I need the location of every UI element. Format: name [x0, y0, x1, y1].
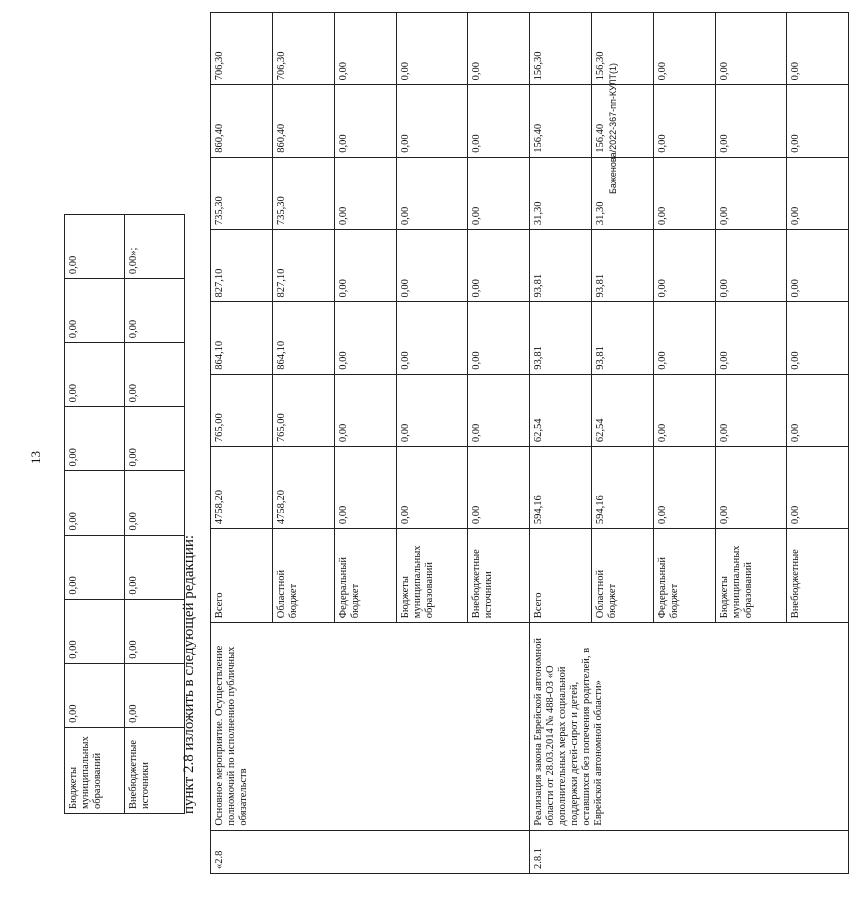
value-cell: 0,00: [335, 302, 397, 374]
value-cell: 0,00: [65, 407, 125, 471]
value-cell: 0,00: [787, 447, 849, 529]
source-cell: Федеральный бюджет: [335, 529, 397, 623]
value-cell: 860,40: [211, 85, 273, 157]
value-cell: 62,54: [592, 374, 654, 446]
value-cell: 0,00: [397, 85, 468, 157]
value-cell: 765,00: [273, 374, 335, 446]
value-cell: 0,00: [335, 85, 397, 157]
value-cell: 62,54: [530, 374, 592, 446]
source-cell: Всего: [530, 529, 592, 623]
value-cell: 0,00: [397, 447, 468, 529]
value-cell: 0,00: [397, 374, 468, 446]
page-number: 13: [28, 451, 43, 464]
value-cell: 0,00: [787, 13, 849, 85]
value-cell: 0,00: [65, 215, 125, 279]
value-cell: 0,00: [335, 374, 397, 446]
value-cell: 4758,20: [211, 447, 273, 529]
value-cell: 864,10: [273, 302, 335, 374]
value-cell: 735,30: [273, 157, 335, 229]
value-cell: 0,00: [654, 302, 716, 374]
value-cell: 0,00: [468, 230, 530, 302]
value-cell: 0,00: [787, 230, 849, 302]
value-cell: 0,00: [716, 447, 787, 529]
table-row: [530, 13, 592, 874]
source-cell: Бюджеты муниципальных образований: [397, 529, 468, 623]
value-cell: 0,00: [397, 302, 468, 374]
item-number-cell: «2.8: [211, 830, 530, 873]
value-cell: 0,00: [654, 157, 716, 229]
value-cell: 156,30: [592, 13, 654, 85]
value-cell: 0,00: [716, 302, 787, 374]
value-cell: 0,00: [335, 157, 397, 229]
value-cell: 31,30: [592, 157, 654, 229]
value-cell: 93,81: [530, 302, 592, 374]
source-cell: Внебюджетные источники: [125, 727, 185, 813]
value-cell: 0,00: [468, 302, 530, 374]
value-cell: 0,00: [125, 471, 185, 535]
value-cell: 0,00: [468, 157, 530, 229]
source-cell: Бюджеты муниципальных образований: [716, 529, 787, 623]
value-cell: 0,00: [125, 663, 185, 727]
table-row: [125, 215, 185, 814]
value-cell: 156,30: [530, 13, 592, 85]
value-cell: 156,40: [530, 85, 592, 157]
value-cell: 0,00: [716, 13, 787, 85]
value-cell: 0,00: [125, 279, 185, 343]
source-cell: Всего: [211, 529, 273, 623]
document-code: Баженова/2022-367-пп-КУЛТ(1): [608, 62, 618, 194]
value-cell: 860,40: [273, 85, 335, 157]
value-cell: 0,00: [654, 13, 716, 85]
value-cell: 735,30: [211, 157, 273, 229]
value-cell: 0,00: [335, 447, 397, 529]
value-cell: 594,16: [530, 447, 592, 529]
value-cell: 0,00: [335, 13, 397, 85]
value-cell: 765,00: [211, 374, 273, 446]
value-cell: 156,40: [592, 85, 654, 157]
value-cell: 827,10: [211, 230, 273, 302]
value-cell: 0,00: [716, 85, 787, 157]
table-row: [211, 13, 273, 874]
value-cell: 0,00: [468, 13, 530, 85]
source-cell: Областной бюджет: [592, 529, 654, 623]
value-cell: 0,00: [65, 343, 125, 407]
value-cell: 93,81: [592, 230, 654, 302]
value-cell: 0,00: [787, 85, 849, 157]
value-cell: 0,00: [65, 471, 125, 535]
value-cell: 0,00: [787, 302, 849, 374]
value-cell: 0,00: [654, 85, 716, 157]
value-cell: 31,30: [530, 157, 592, 229]
value-cell: 0,00: [125, 599, 185, 663]
value-cell: 0,00: [397, 157, 468, 229]
value-cell: 0,00»;: [125, 215, 185, 279]
value-cell: 0,00: [468, 447, 530, 529]
value-cell: 0,00: [654, 230, 716, 302]
value-cell: 0,00: [654, 374, 716, 446]
funding-table: [210, 12, 849, 874]
value-cell: 0,00: [397, 230, 468, 302]
value-cell: 0,00: [65, 663, 125, 727]
value-cell: 0,00: [468, 85, 530, 157]
continuation-table: [64, 214, 185, 814]
value-cell: 864,10: [211, 302, 273, 374]
value-cell: 706,30: [211, 13, 273, 85]
value-cell: 0,00: [716, 374, 787, 446]
value-cell: 0,00: [335, 230, 397, 302]
source-cell: Внебюджетные источники: [468, 529, 530, 623]
value-cell: 827,10: [273, 230, 335, 302]
value-cell: 4758,20: [273, 447, 335, 529]
value-cell: 0,00: [787, 374, 849, 446]
value-cell: 93,81: [530, 230, 592, 302]
value-cell: 0,00: [397, 13, 468, 85]
value-cell: 706,30: [273, 13, 335, 85]
value-cell: 0,00: [787, 157, 849, 229]
value-cell: 0,00: [716, 157, 787, 229]
value-cell: 93,81: [592, 302, 654, 374]
source-cell: Федеральный бюджет: [654, 529, 716, 623]
item-name-cell: Основное мероприятие. Осуществление полномочий по исполнению публичных обязательств: [211, 623, 530, 830]
value-cell: 0,00: [654, 447, 716, 529]
item-name-cell: Реализация закона Еврейской автономной области от 28.03.2014 № 488-ОЗ «О дополнительных мерах социальной поддержки детей-сирот и детей, оставшихся без попечения родителей, в Еврейской автономной области»: [530, 623, 849, 830]
value-cell: 0,00: [65, 535, 125, 599]
source-cell: Бюджеты муниципальных образований: [65, 727, 125, 813]
value-cell: 0,00: [65, 599, 125, 663]
value-cell: 0,00: [125, 407, 185, 471]
value-cell: 594,16: [592, 447, 654, 529]
source-cell: Внебюджетные: [787, 529, 849, 623]
value-cell: 0,00: [468, 374, 530, 446]
value-cell: 0,00: [716, 230, 787, 302]
value-cell: 0,00: [125, 535, 185, 599]
value-cell: 0,00: [125, 343, 185, 407]
item-number-cell: 2.8.1: [530, 830, 849, 873]
value-cell: 0,00: [65, 279, 125, 343]
table-row: [65, 215, 125, 814]
source-cell: Областной бюджет: [273, 529, 335, 623]
section-heading: пункт 2.8 изложить в следующей редакции:: [181, 534, 197, 814]
